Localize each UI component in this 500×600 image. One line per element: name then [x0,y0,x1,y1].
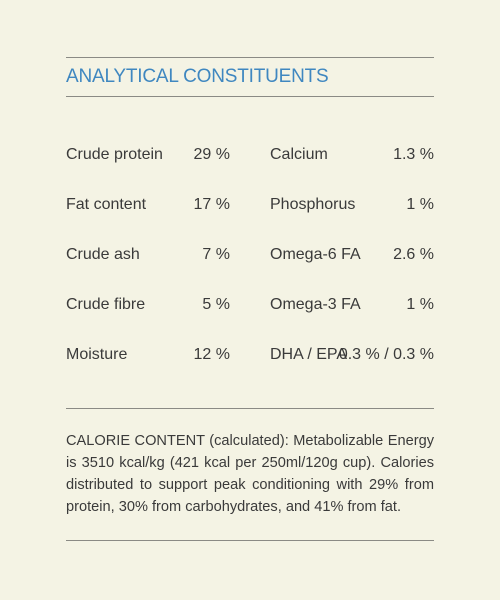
table-row [66,144,434,194]
constituent-value: 1.3 % [393,146,434,163]
constituent-label: Crude fibre [66,296,146,313]
constituent-value: 29 % [193,146,230,163]
constituent-label: DHA / EPA [270,346,348,363]
section-title: ANALYTICAL CONSTITUENTS [66,66,329,87]
bottom-divider [66,540,434,541]
constituent-label: Calcium [270,146,328,163]
title-divider [66,96,434,97]
constituent-value: 5 % [202,296,230,313]
table-row [66,194,434,244]
constituent-value: 2.6 % [393,246,434,263]
constituents-table [66,144,434,394]
calorie-content-text: CALORIE CONTENT (calculated): Metabolizable Energy is 3510 kcal/kg (421 kcal per 250ml/120g cup). Calories distributed to support peak conditioning with 29% from protein, 30% from carbohydrates, and 41% from fat. [66,433,434,515]
constituent-label: Omega-6 FA [270,246,361,263]
constituent-label: Omega-3 FA [270,296,361,313]
table-row [66,344,434,394]
constituent-label: Moisture [66,346,128,363]
constituent-value: 17 % [193,196,230,213]
constituent-label: Phosphorus [270,196,356,213]
constituent-label: Fat content [66,196,147,213]
constituent-value: 0.3 % / 0.3 % [338,346,434,363]
constituent-value: 1 % [406,196,434,213]
constituent-value: 1 % [406,296,434,313]
table-row [66,294,434,344]
top-divider [66,57,434,58]
table-row [66,244,434,294]
mid-divider [66,408,434,409]
constituent-value: 12 % [193,346,230,363]
constituent-value: 7 % [202,246,230,263]
constituent-label: Crude ash [66,246,140,263]
constituent-label: Crude protein [66,146,163,163]
